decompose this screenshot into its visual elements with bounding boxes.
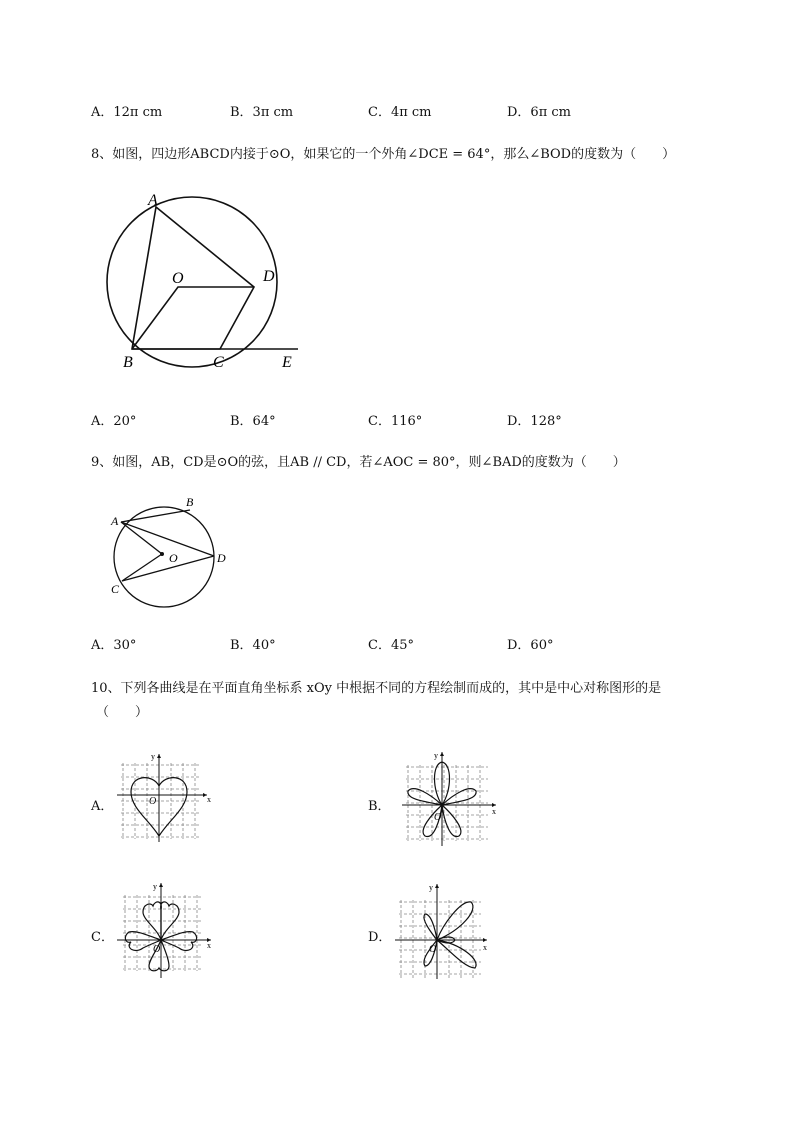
svg-text:O: O <box>434 812 442 823</box>
q9-chord-ab <box>121 510 190 522</box>
q8-label-a: A <box>148 192 158 209</box>
q8-radii <box>132 287 254 349</box>
q8-quadrilateral <box>132 207 254 349</box>
q9-circle <box>114 507 214 607</box>
q9-figure <box>105 490 235 610</box>
q9-option-d[interactable]: D．60° <box>507 638 554 653</box>
svg-text:y: y <box>434 751 438 760</box>
svg-text:O: O <box>153 944 161 955</box>
svg-text:y: y <box>151 752 155 761</box>
svg-text:x: x <box>492 807 496 816</box>
q10-question-text-line1: 10、下列各曲线是在平面直角坐标系 xOy 中根据不同的方程绘制而成的，其中是中心对称图形的是 <box>91 681 662 696</box>
q8-option-b[interactable]: B．64° <box>230 414 276 429</box>
q9-label-o: O <box>169 551 178 565</box>
q10-figure-a[interactable] <box>115 750 213 848</box>
q8-option-a[interactable]: A．20° <box>91 414 137 429</box>
q9-label-c: C <box>111 582 120 596</box>
q10-figure-d[interactable] <box>395 880 497 980</box>
svg-text:y: y <box>153 882 157 891</box>
q7-option-d[interactable]: D．6π cm <box>507 105 571 120</box>
q10-figure-c[interactable] <box>115 880 217 980</box>
svg-text:x: x <box>207 795 211 804</box>
q8-label-d: D <box>263 268 275 285</box>
q9-label-a: A <box>111 514 119 528</box>
q10-option-b-label[interactable]: B． <box>368 799 391 814</box>
q8-option-c[interactable]: C．116° <box>368 414 423 429</box>
q9-center-dot <box>160 552 164 556</box>
q10-question-text-line2: （ ） <box>96 705 149 720</box>
diagonal-rose-curve <box>424 902 476 968</box>
q8-label-e: E <box>282 354 292 371</box>
q9-option-a[interactable]: A．30° <box>91 638 137 653</box>
q8-option-d[interactable]: D．128° <box>507 414 562 429</box>
q8-label-o: O <box>172 270 184 287</box>
q8-label-c: C <box>213 354 224 371</box>
svg-text:x: x <box>207 941 211 950</box>
q10-option-d-label[interactable]: D． <box>368 930 392 945</box>
svg-text:O: O <box>429 944 437 955</box>
q10-option-a-label[interactable]: A． <box>91 799 114 814</box>
q9-option-c[interactable]: C．45° <box>368 638 414 653</box>
q9-chord-cd <box>122 556 214 581</box>
q9-option-b[interactable]: B．40° <box>230 638 276 653</box>
q9-label-d: D <box>217 551 226 565</box>
q8-figure <box>90 185 310 375</box>
q8-label-b: B <box>123 354 133 371</box>
q8-question-text: 8、如图，四边形ABCD内接于⊙O，如果它的一个外角∠DCE = 64°，那么∠BOD的度数为（ ） <box>91 147 676 162</box>
q7-option-a[interactable]: A．12π cm <box>91 105 163 120</box>
q10-figure-b[interactable] <box>400 750 502 850</box>
q7-option-c[interactable]: C．4π cm <box>368 105 432 120</box>
svg-text:y: y <box>429 883 433 892</box>
q9-question-text: 9、如图，AB，CD是⊙O的弦，且AB // CD，若∠AOC = 80°，则∠BAD的度数为（ ） <box>91 455 626 470</box>
q10-option-c-label[interactable]: C． <box>91 930 114 945</box>
svg-text:O: O <box>149 796 157 807</box>
q9-line-ad <box>121 522 214 556</box>
q9-label-b: B <box>186 495 194 509</box>
q7-option-b[interactable]: B．3π cm <box>230 105 294 120</box>
svg-text:x: x <box>483 943 487 952</box>
